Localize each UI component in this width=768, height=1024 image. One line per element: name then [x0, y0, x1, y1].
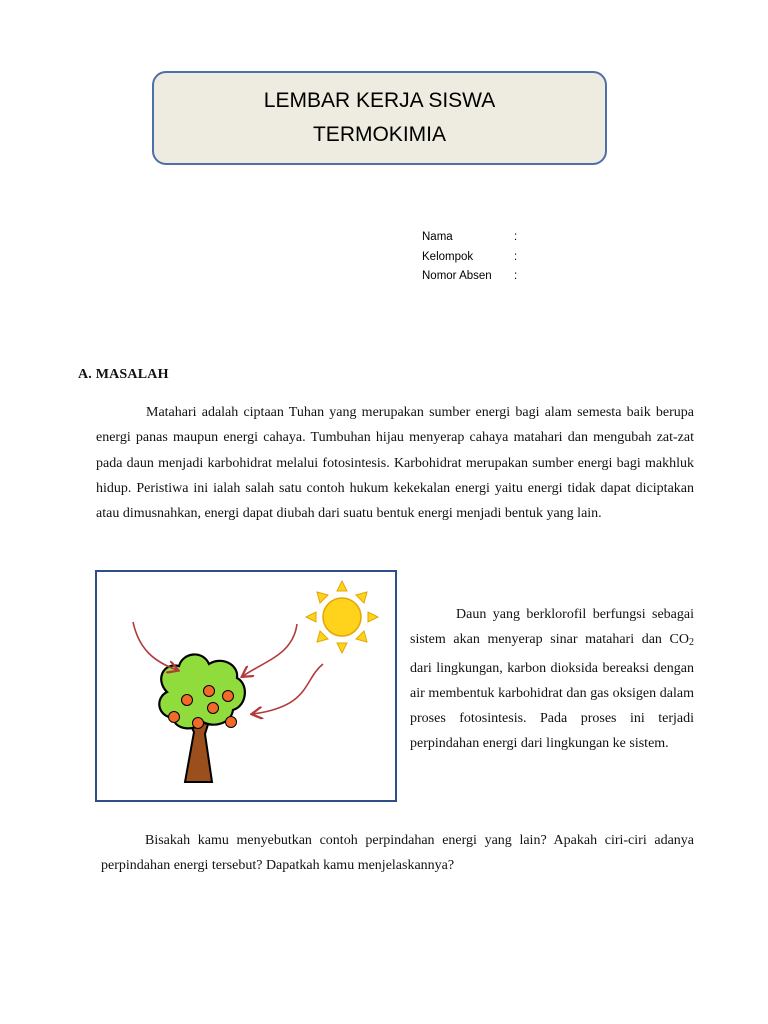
section-heading: A. MASALAH [78, 367, 169, 382]
group-colon: : [514, 250, 518, 263]
sun-icon [306, 581, 378, 653]
identity-row-number [422, 267, 524, 287]
title-line-1: LEMBAR KERJA SISWA [263, 89, 496, 112]
student-identity-block [422, 228, 524, 287]
illustration-svg [97, 572, 395, 800]
figure-text-part-2: dari lingkungan, karbon dioksida bereaksi dengan air membentuk karbohidrat dan gas oksigen dalam proses fotosintesis. Pada proses ini terjadi perpindahan energi dari lingkungan ke sistem. [410, 660, 694, 752]
identity-row-name [422, 228, 524, 248]
intro-paragraph: Matahari adalah ciptaan Tuhan yang merupakan sumber energi bagi alam semesta baik berupa energi panas maupun energi cahaya. Tumbuhan hijau menyerap cahaya matahari dan mengubah zat-zat pada daun menjadi karbohidrat melalui fotosintesis. Karbohidrat merupakan sumber energi bagi makhluk hidup. Peristiwa ini ialah salah satu contoh hukum kekekalan energi yaitu energi tidak dapat diciptakan atau dimusnahkan, energi dapat diubah dari suatu bentuk energi menjadi bentuk yang lain. [96, 405, 694, 522]
group-label: Kelompok [422, 250, 474, 263]
figure-description-paragraph [410, 602, 694, 757]
photosynthesis-illustration [95, 570, 397, 802]
name-colon: : [514, 231, 518, 243]
absence-number-colon: : [514, 270, 518, 282]
tree-icon [159, 654, 245, 782]
title-line-2: TERMOKIMIA [312, 123, 446, 146]
title-box [152, 71, 607, 165]
figure-text-part-1: Daun yang berklorofil berfungsi sebagai sistem akan menyerap sinar matahari dan CO [410, 607, 694, 648]
co2-subscript: 2 [689, 637, 694, 649]
identity-row-group [422, 248, 524, 268]
question-paragraph: Bisakah kamu menyebutkan contoh perpindahan energi yang lain? Apakah ciri-ciri adanya perpindahan energi tersebut? Dapatkah kamu menjelaskannya? [101, 833, 694, 874]
absence-number-label: Nomor Absen [422, 270, 492, 282]
name-label: Nama [422, 231, 453, 243]
